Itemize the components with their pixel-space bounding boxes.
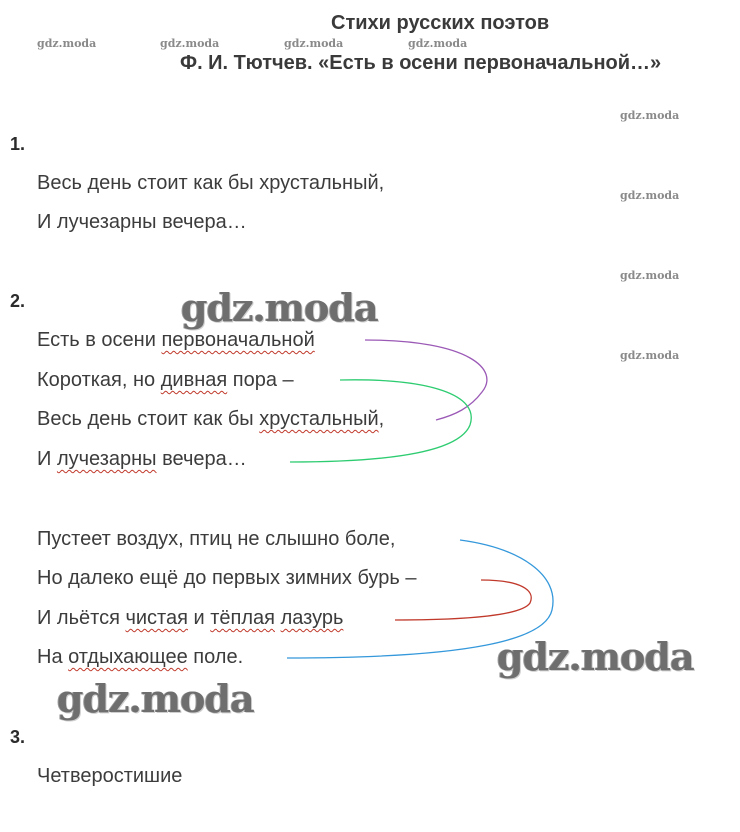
watermark-small: gdz.moda xyxy=(37,37,97,50)
page-title: Стихи русских поэтов xyxy=(331,12,550,34)
marked-word: первоначальной xyxy=(161,329,315,351)
poem-line: Пустеет воздух, птиц не слышно боле, xyxy=(37,528,396,550)
line-text: На xyxy=(37,646,69,668)
poem-line: Весь день стоит как бы хрустальный, xyxy=(37,172,385,194)
rhyme-arc-blue xyxy=(287,540,553,658)
poem-line: Но далеко ещё до первых зимних бурь – xyxy=(37,567,417,589)
line-text: И xyxy=(37,448,57,470)
watermark-small: gdz.moda xyxy=(284,37,344,50)
watermark-small: gdz.moda xyxy=(620,109,680,122)
section-number: 2. xyxy=(10,291,26,311)
line-text: вечера… xyxy=(156,448,247,470)
line-text: И льётся xyxy=(37,607,126,629)
marked-word: лазурь xyxy=(280,607,344,629)
watermark-small: gdz.moda xyxy=(160,37,220,50)
marked-word: отдыхающее xyxy=(68,646,188,668)
line-text: и xyxy=(187,607,211,629)
watermark-small: gdz.moda xyxy=(408,37,468,50)
marked-word: хрустальный xyxy=(259,408,379,430)
watermark-small: gdz.moda xyxy=(620,349,680,362)
watermark-large: gdz.moda xyxy=(57,676,254,721)
marked-word: дивная xyxy=(160,369,228,391)
rhyme-arc-red xyxy=(395,580,531,620)
marked-word: тёплая xyxy=(210,607,275,629)
line-text: поле. xyxy=(187,646,244,668)
watermark-large: gdz.moda xyxy=(181,285,378,330)
watermark-small: gdz.moda xyxy=(620,269,680,282)
poem-line: И лучезарны вечера… xyxy=(37,211,247,233)
answer-text: Четверостишие xyxy=(37,765,183,787)
line-text: Весь день стоит как бы xyxy=(37,408,260,430)
line-text: пора – xyxy=(227,369,294,391)
section-number: 1. xyxy=(10,134,26,154)
watermark-small: gdz.moda xyxy=(620,189,680,202)
marked-word: лучезарны xyxy=(56,448,157,470)
line-text: Есть в осени xyxy=(37,329,162,351)
page-subtitle: Ф. И. Тютчев. «Есть в осени первоначальной…» xyxy=(180,52,662,74)
rhyme-arc-green xyxy=(290,380,471,462)
section-number: 3. xyxy=(10,727,26,747)
watermark-large: gdz.moda xyxy=(497,634,694,679)
line-text: , xyxy=(378,408,385,430)
line-text: Короткая, но xyxy=(37,369,161,391)
marked-word: чистая xyxy=(125,607,188,629)
